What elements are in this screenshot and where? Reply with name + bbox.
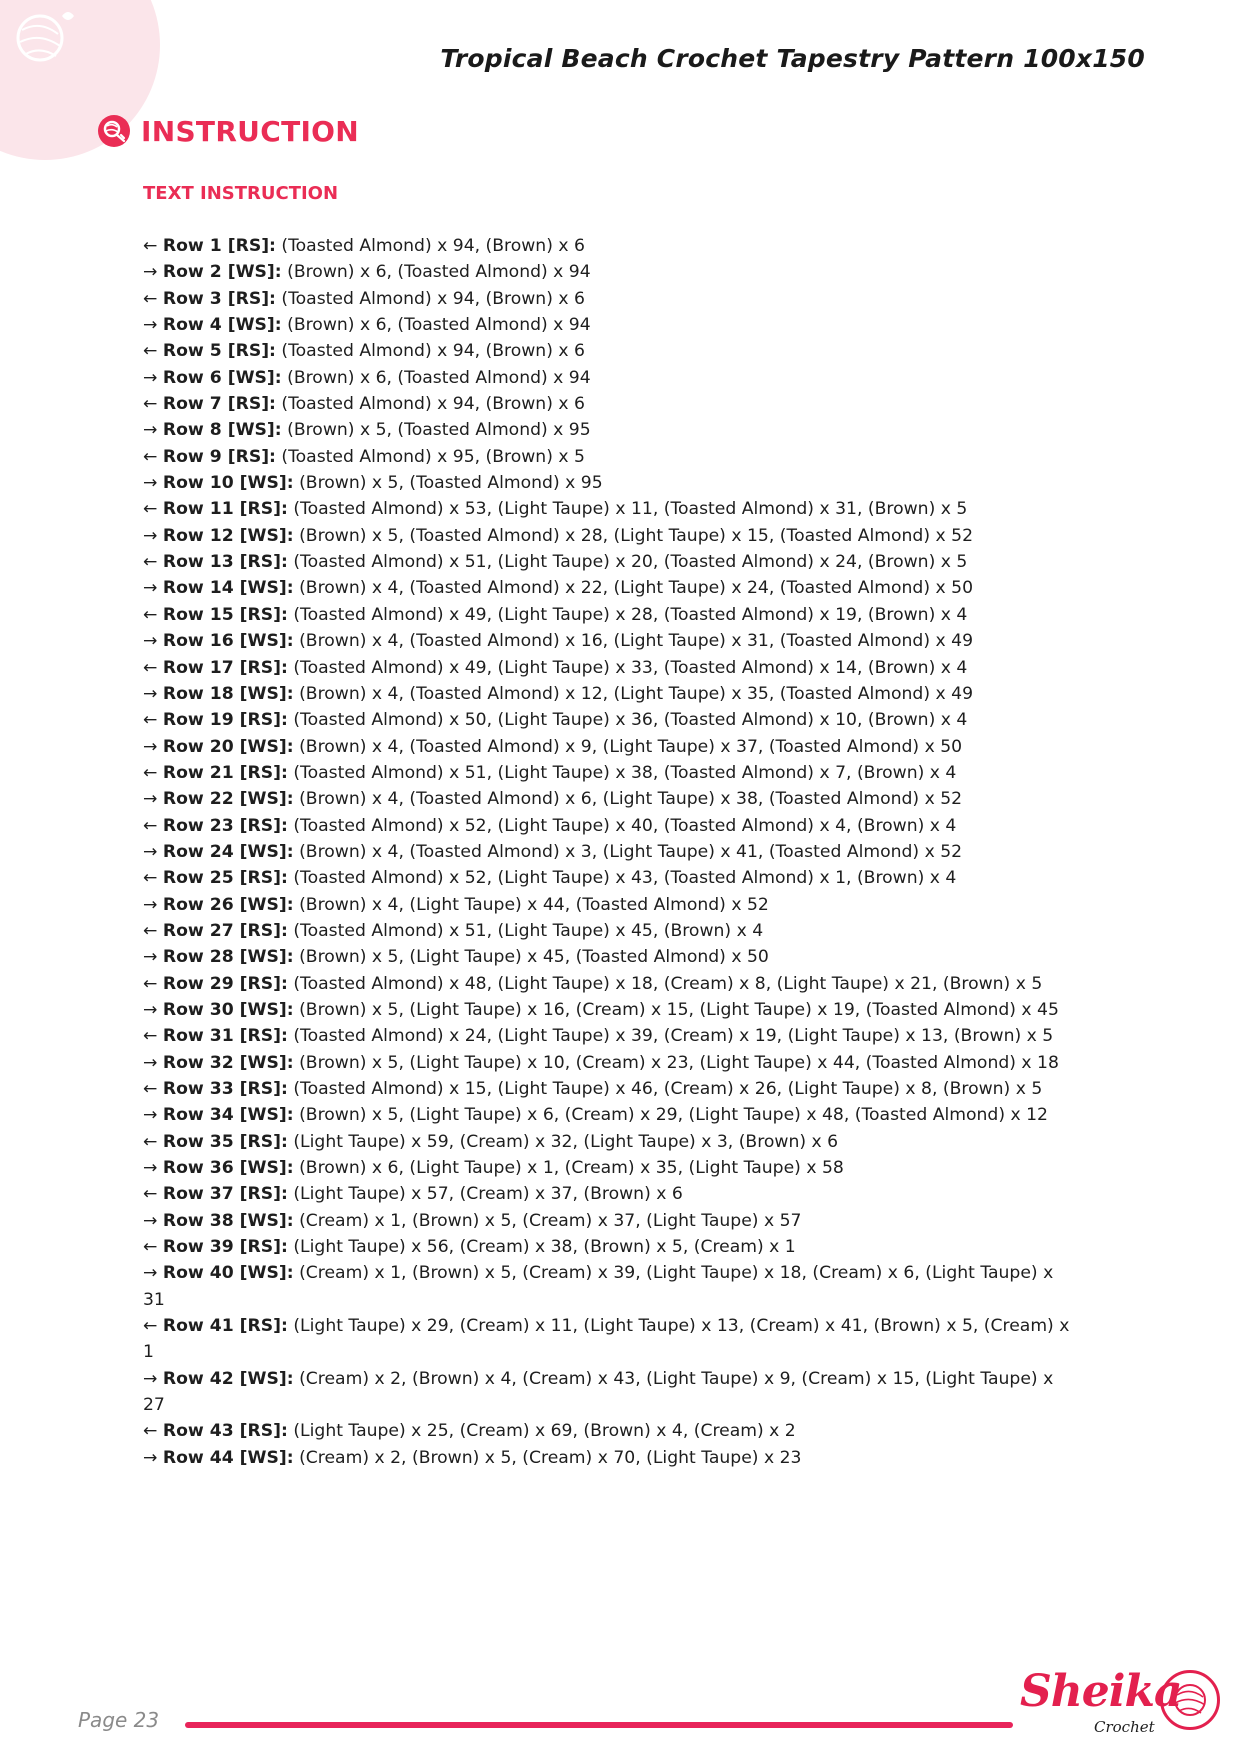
row-label: Row 8 [WS]: (162, 420, 282, 441)
row-label: Row 31 [RS]: (162, 1026, 288, 1047)
instruction-row (143, 1155, 1073, 1181)
arrow-left-icon: ← (143, 920, 158, 941)
arrow-left-icon: ← (143, 394, 158, 415)
row-label: Row 30 [WS]: (162, 999, 294, 1020)
row-stitches: (Cream) x 2, (Brown) x 4, (Cream) x 43, (Light Taupe) x 9, (Cream) x 15, (Light Taupe) x 27 (143, 1368, 1054, 1416)
instruction-row (143, 1023, 1073, 1049)
instruction-row (143, 1234, 1073, 1260)
row-stitches: (Light Taupe) x 57, (Cream) x 37, (Brown) x 6 (287, 1184, 683, 1205)
row-stitches: (Brown) x 4, (Toasted Almond) x 6, (Light Taupe) x 38, (Toasted Almond) x 52 (293, 789, 963, 810)
instruction-row (143, 1445, 1073, 1471)
row-label: Row 16 [WS]: (162, 631, 294, 652)
row-stitches: (Toasted Almond) x 94, (Brown) x 6 (275, 236, 585, 256)
row-label: Row 5 [RS]: (162, 341, 276, 362)
row-stitches: (Brown) x 6, (Toasted Almond) x 94 (281, 262, 591, 283)
row-label: Row 21 [RS]: (162, 762, 288, 783)
instruction-row (143, 1129, 1073, 1155)
row-stitches: (Brown) x 6, (Toasted Almond) x 94 (281, 367, 591, 388)
arrow-left-icon: ← (143, 499, 158, 520)
row-stitches: (Brown) x 4, (Toasted Almond) x 22, (Light Taupe) x 24, (Toasted Almond) x 50 (293, 578, 974, 599)
row-label: Row 14 [WS]: (162, 578, 294, 599)
arrow-left-icon: ← (143, 1316, 158, 1337)
arrow-right-icon: → (143, 1263, 158, 1284)
arrow-right-icon: → (143, 894, 158, 915)
instruction-row (143, 575, 1073, 601)
instruction-row (143, 1366, 1073, 1419)
row-label: Row 29 [RS]: (162, 973, 288, 994)
instruction-list (143, 233, 1073, 1471)
instruction-row (143, 549, 1073, 575)
arrow-right-icon: → (143, 473, 158, 494)
instruction-row (143, 338, 1073, 364)
row-stitches: (Brown) x 5, (Light Taupe) x 45, (Toasted Almond) x 50 (293, 947, 769, 968)
instruction-row (143, 496, 1073, 522)
row-label: Row 17 [RS]: (162, 657, 288, 678)
row-stitches: (Brown) x 6, (Light Taupe) x 1, (Cream) x 35, (Light Taupe) x 58 (293, 1158, 844, 1179)
instruction-row (143, 1260, 1073, 1313)
row-label: Row 13 [RS]: (162, 552, 288, 573)
row-label: Row 33 [RS]: (162, 1079, 288, 1099)
arrow-right-icon: → (143, 525, 158, 546)
row-label: Row 18 [WS]: (162, 683, 294, 704)
instruction-row (143, 892, 1073, 918)
row-label: Row 15 [RS]: (162, 604, 288, 625)
logo-subtitle: Crochet (1094, 1718, 1155, 1736)
arrow-left-icon: ← (143, 868, 158, 889)
row-label: Row 41 [RS]: (162, 1316, 288, 1337)
document-title: Tropical Beach Crochet Tapestry Pattern 100x150 (440, 44, 1145, 73)
row-stitches: (Brown) x 4, (Light Taupe) x 44, (Toasted Almond) x 52 (293, 894, 769, 915)
instruction-row (143, 312, 1073, 338)
instruction-row (143, 1181, 1073, 1207)
row-label: Row 43 [RS]: (162, 1421, 288, 1442)
row-label: Row 26 [WS]: (162, 894, 294, 915)
instruction-row (143, 918, 1073, 944)
row-stitches: (Light Taupe) x 56, (Cream) x 38, (Brown) x 5, (Cream) x 1 (287, 1237, 796, 1258)
row-stitches: (Brown) x 5, (Toasted Almond) x 95 (293, 473, 603, 494)
row-stitches: (Light Taupe) x 59, (Cream) x 32, (Light Taupe) x 3, (Brown) x 6 (287, 1131, 839, 1152)
instruction-row (143, 391, 1073, 417)
arrow-left-icon: ← (143, 973, 158, 994)
instruction-row (143, 1208, 1073, 1234)
row-label: Row 36 [WS]: (162, 1158, 294, 1179)
instruction-row (143, 944, 1073, 970)
row-label: Row 39 [RS]: (162, 1237, 288, 1258)
instruction-row (143, 707, 1073, 733)
instruction-row (143, 997, 1073, 1023)
instruction-row (143, 813, 1073, 839)
arrow-right-icon: → (143, 841, 158, 862)
row-stitches: (Brown) x 4, (Toasted Almond) x 16, (Light Taupe) x 31, (Toasted Almond) x 49 (293, 631, 974, 652)
arrow-left-icon: ← (143, 1079, 158, 1099)
instruction-row (143, 470, 1073, 496)
arrow-left-icon: ← (143, 815, 158, 836)
row-label: Row 1 [RS]: (162, 236, 276, 256)
row-label: Row 42 [WS]: (162, 1368, 294, 1389)
yarn-ball-icon (97, 114, 131, 148)
row-stitches: (Cream) x 1, (Brown) x 5, (Cream) x 37, (Light Taupe) x 57 (293, 1210, 802, 1231)
instruction-row (143, 655, 1073, 681)
instruction-row (143, 971, 1073, 997)
instruction-row (143, 681, 1073, 707)
row-label: Row 12 [WS]: (162, 525, 294, 546)
instruction-row (143, 259, 1073, 285)
row-label: Row 25 [RS]: (162, 868, 288, 889)
arrow-left-icon: ← (143, 1421, 158, 1442)
instruction-row (143, 1418, 1073, 1444)
row-stitches: (Toasted Almond) x 51, (Light Taupe) x 20, (Toasted Almond) x 24, (Brown) x 5 (287, 552, 968, 573)
row-stitches: (Toasted Almond) x 95, (Brown) x 5 (275, 446, 585, 467)
instruction-row (143, 865, 1073, 891)
row-label: Row 19 [RS]: (162, 710, 288, 731)
row-label: Row 23 [RS]: (162, 815, 288, 836)
instruction-row (143, 233, 1073, 259)
arrow-left-icon: ← (143, 552, 158, 573)
row-stitches: (Toasted Almond) x 52, (Light Taupe) x 40, (Toasted Almond) x 4, (Brown) x 4 (287, 815, 957, 836)
row-stitches: (Toasted Almond) x 49, (Light Taupe) x 28, (Toasted Almond) x 19, (Brown) x 4 (287, 604, 968, 625)
instruction-row (143, 786, 1073, 812)
row-label: Row 24 [WS]: (162, 841, 294, 862)
instruction-row (143, 734, 1073, 760)
instruction-row (143, 1102, 1073, 1128)
row-stitches: (Light Taupe) x 29, (Cream) x 11, (Light Taupe) x 13, (Cream) x 41, (Brown) x 5, (Cream) x 1 (143, 1316, 1070, 1363)
arrow-right-icon: → (143, 1210, 158, 1231)
arrow-left-icon: ← (143, 341, 158, 362)
arrow-right-icon: → (143, 578, 158, 599)
row-label: Row 37 [RS]: (162, 1184, 288, 1205)
row-stitches: (Cream) x 1, (Brown) x 5, (Cream) x 39, (Light Taupe) x 18, (Cream) x 6, (Light Taupe) x 31 (143, 1263, 1054, 1310)
row-stitches: (Toasted Almond) x 94, (Brown) x 6 (275, 394, 585, 415)
row-stitches: (Brown) x 5, (Light Taupe) x 16, (Cream) x 15, (Light Taupe) x 19, (Toasted Almond) x 45 (293, 999, 1059, 1020)
arrow-right-icon: → (143, 683, 158, 704)
row-stitches: (Brown) x 4, (Toasted Almond) x 12, (Light Taupe) x 35, (Toasted Almond) x 49 (293, 683, 974, 704)
row-stitches: (Toasted Almond) x 49, (Light Taupe) x 33, (Toasted Almond) x 14, (Brown) x 4 (287, 657, 968, 678)
row-label: Row 11 [RS]: (162, 499, 288, 520)
instruction-row (143, 523, 1073, 549)
instruction-row (143, 1076, 1073, 1102)
row-label: Row 28 [WS]: (162, 947, 294, 968)
page-number: Page 23 (78, 1708, 160, 1732)
row-label: Row 4 [WS]: (162, 315, 282, 336)
row-label: Row 7 [RS]: (162, 394, 276, 415)
row-label: Row 32 [WS]: (162, 1052, 294, 1073)
arrow-left-icon: ← (143, 1237, 158, 1258)
arrow-right-icon: → (143, 1447, 158, 1468)
arrow-right-icon: → (143, 262, 158, 283)
row-stitches: (Toasted Almond) x 50, (Light Taupe) x 36, (Toasted Almond) x 10, (Brown) x 4 (287, 710, 968, 731)
row-stitches: (Toasted Almond) x 52, (Light Taupe) x 43, (Toasted Almond) x 1, (Brown) x 4 (287, 868, 957, 889)
logo-wordmark: Sheika (1020, 1666, 1182, 1717)
row-label: Row 35 [RS]: (162, 1131, 288, 1152)
row-label: Row 34 [WS]: (162, 1105, 294, 1126)
instruction-row (143, 417, 1073, 443)
arrow-left-icon: ← (143, 446, 158, 467)
row-stitches: (Brown) x 4, (Toasted Almond) x 9, (Light Taupe) x 37, (Toasted Almond) x 50 (293, 736, 963, 757)
row-stitches: (Toasted Almond) x 53, (Light Taupe) x 11, (Toasted Almond) x 31, (Brown) x 5 (287, 499, 968, 520)
row-stitches: (Brown) x 5, (Toasted Almond) x 28, (Light Taupe) x 15, (Toasted Almond) x 52 (293, 525, 974, 546)
arrow-right-icon: → (143, 1368, 158, 1389)
instruction-row (143, 444, 1073, 470)
arrow-right-icon: → (143, 367, 158, 388)
arrow-right-icon: → (143, 736, 158, 757)
arrow-right-icon: → (143, 631, 158, 652)
yarn-decoration-icon (0, 0, 90, 90)
row-stitches: (Brown) x 5, (Light Taupe) x 10, (Cream) x 23, (Light Taupe) x 44, (Toasted Almond) x 18 (293, 1052, 1059, 1073)
arrow-left-icon: ← (143, 1026, 158, 1047)
row-label: Row 38 [WS]: (162, 1210, 294, 1231)
brand-logo (1020, 1660, 1225, 1745)
subsection-title: TEXT INSTRUCTION (143, 183, 339, 204)
row-label: Row 10 [WS]: (162, 473, 294, 494)
row-stitches: (Brown) x 5, (Light Taupe) x 6, (Cream) x 29, (Light Taupe) x 48, (Toasted Almond) x 12 (293, 1105, 1048, 1126)
row-label: Row 3 [RS]: (162, 288, 276, 309)
footer-divider (185, 1722, 1013, 1728)
row-label: Row 22 [WS]: (162, 789, 294, 810)
row-label: Row 9 [RS]: (162, 446, 276, 467)
instruction-row (143, 839, 1073, 865)
instruction-row (143, 602, 1073, 628)
arrow-left-icon: ← (143, 604, 158, 625)
instruction-row (143, 1313, 1073, 1366)
row-stitches: (Toasted Almond) x 51, (Light Taupe) x 45, (Brown) x 4 (287, 920, 764, 941)
instruction-row (143, 286, 1073, 312)
arrow-left-icon: ← (143, 657, 158, 678)
section-title: INSTRUCTION (141, 114, 360, 148)
instruction-row (143, 628, 1073, 654)
row-label: Row 20 [WS]: (162, 736, 294, 757)
arrow-left-icon: ← (143, 288, 158, 309)
arrow-right-icon: → (143, 315, 158, 336)
row-label: Row 40 [WS]: (162, 1263, 294, 1284)
arrow-left-icon: ← (143, 1131, 158, 1152)
arrow-right-icon: → (143, 1105, 158, 1126)
arrow-right-icon: → (143, 789, 158, 810)
section-header (97, 114, 359, 148)
row-stitches: (Toasted Almond) x 15, (Light Taupe) x 46, (Cream) x 26, (Light Taupe) x 8, (Brown) x 5 (287, 1079, 1043, 1099)
row-label: Row 44 [WS]: (162, 1447, 294, 1468)
row-stitches: (Toasted Almond) x 94, (Brown) x 6 (275, 288, 585, 309)
instruction-row (143, 760, 1073, 786)
row-stitches: (Toasted Almond) x 24, (Light Taupe) x 39, (Cream) x 19, (Light Taupe) x 13, (Brown) x 5 (287, 1026, 1054, 1047)
arrow-right-icon: → (143, 420, 158, 441)
instruction-row (143, 1050, 1073, 1076)
arrow-right-icon: → (143, 947, 158, 968)
row-stitches: (Toasted Almond) x 48, (Light Taupe) x 18, (Cream) x 8, (Light Taupe) x 21, (Brown) x 5 (287, 973, 1043, 994)
row-stitches: (Brown) x 4, (Toasted Almond) x 3, (Light Taupe) x 41, (Toasted Almond) x 52 (293, 841, 963, 862)
row-stitches: (Toasted Almond) x 94, (Brown) x 6 (275, 341, 585, 362)
row-stitches: (Brown) x 5, (Toasted Almond) x 95 (281, 420, 591, 441)
row-label: Row 2 [WS]: (162, 262, 282, 283)
arrow-left-icon: ← (143, 762, 158, 783)
row-stitches: (Toasted Almond) x 51, (Light Taupe) x 38, (Toasted Almond) x 7, (Brown) x 4 (287, 762, 957, 783)
row-label: Row 6 [WS]: (162, 367, 282, 388)
row-stitches: (Light Taupe) x 25, (Cream) x 69, (Brown) x 4, (Cream) x 2 (287, 1421, 796, 1442)
arrow-right-icon: → (143, 999, 158, 1020)
row-label: Row 27 [RS]: (162, 920, 288, 941)
arrow-right-icon: → (143, 1052, 158, 1073)
arrow-left-icon: ← (143, 236, 158, 256)
row-stitches: (Brown) x 6, (Toasted Almond) x 94 (281, 315, 591, 336)
arrow-right-icon: → (143, 1158, 158, 1179)
arrow-left-icon: ← (143, 1184, 158, 1205)
instruction-row (143, 365, 1073, 391)
arrow-left-icon: ← (143, 710, 158, 731)
row-stitches: (Cream) x 2, (Brown) x 5, (Cream) x 70, (Light Taupe) x 23 (293, 1447, 802, 1468)
